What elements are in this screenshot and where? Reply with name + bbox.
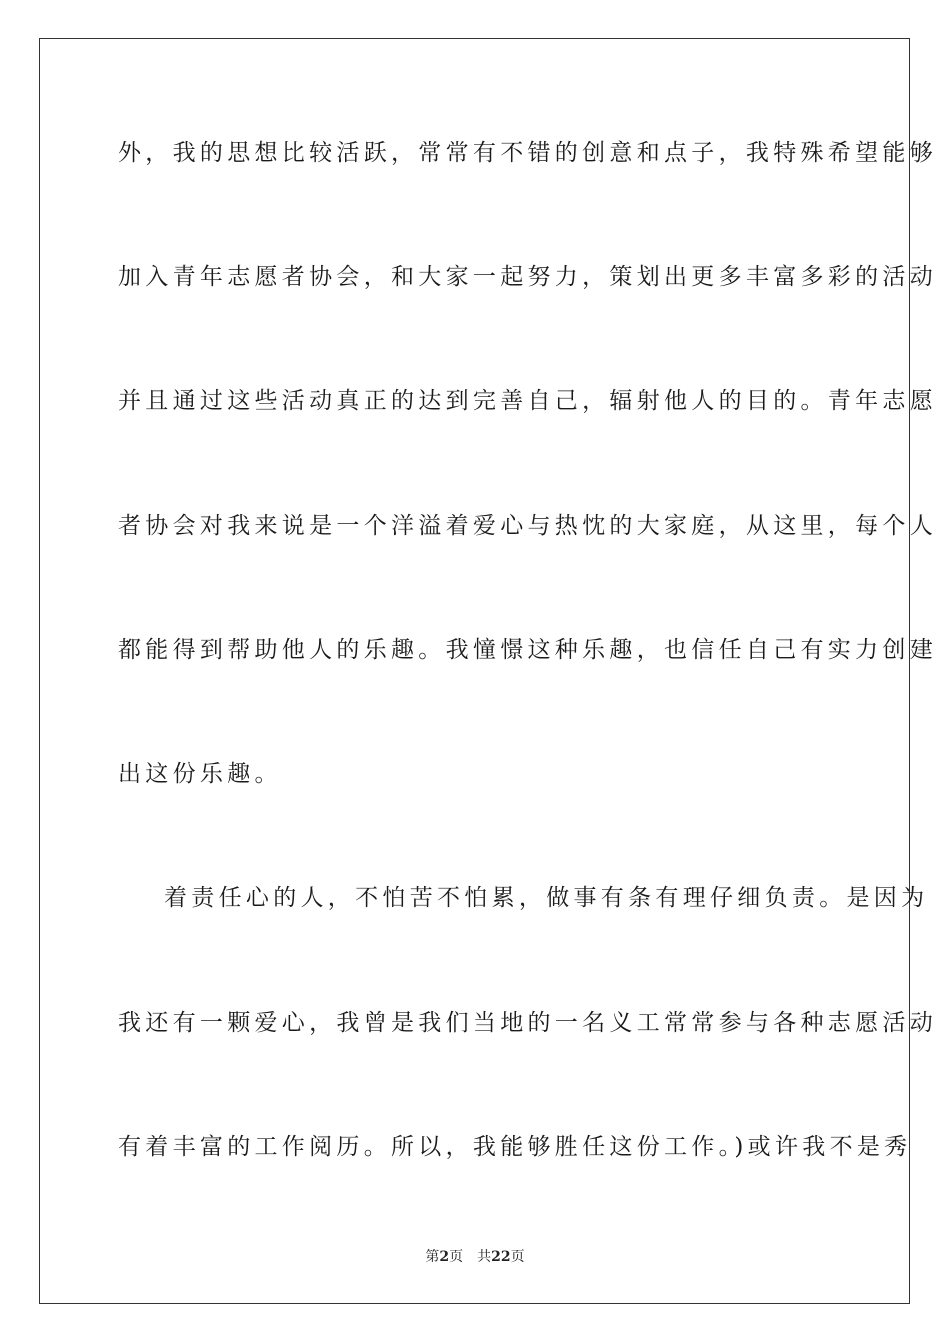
body-line-1: 外，我的思想比较活跃，常常有不错的创意和点子，我特殊希望能够 (118, 140, 937, 166)
body-line-4: 者协会对我来说是一个洋溢着爱心与热忱的大家庭，从这里，每个人 (118, 513, 937, 539)
page-footer (0, 1248, 950, 1266)
body-line-7-paragraph-start: 着责任心的人，不怕苦不怕累，做事有条有理仔细负责。是因为 (164, 885, 929, 911)
body-line-8: 我还有一颗爱心，我曾是我们当地的一名义工常常参与各种志愿活动 (118, 1010, 937, 1036)
footer-current-page: 2 (439, 1249, 450, 1265)
page-border (39, 38, 937, 1304)
footer-total-pages: 22 (491, 1249, 511, 1265)
body-line-5: 都能得到帮助他人的乐趣。我憧憬这种乐趣，也信任自己有实力创建 (118, 637, 937, 663)
body-line-3: 并且通过这些活动真正的达到完善自己，辐射他人的目的。青年志愿 (118, 388, 937, 414)
footer-total-prefix: 共 (477, 1249, 492, 1265)
body-line-2: 加入青年志愿者协会，和大家一起努力，策划出更多丰富多彩的活动 (118, 264, 937, 290)
footer-prefix: 第 (425, 1249, 440, 1265)
body-line-9: 有着丰富的工作阅历。所以，我能够胜任这份工作。)或许我不是秀 (118, 1134, 912, 1160)
footer-page-unit: 页 (449, 1249, 464, 1265)
footer-total-unit: 页 (510, 1249, 525, 1265)
body-line-6: 出这份乐趣。 (118, 761, 282, 787)
